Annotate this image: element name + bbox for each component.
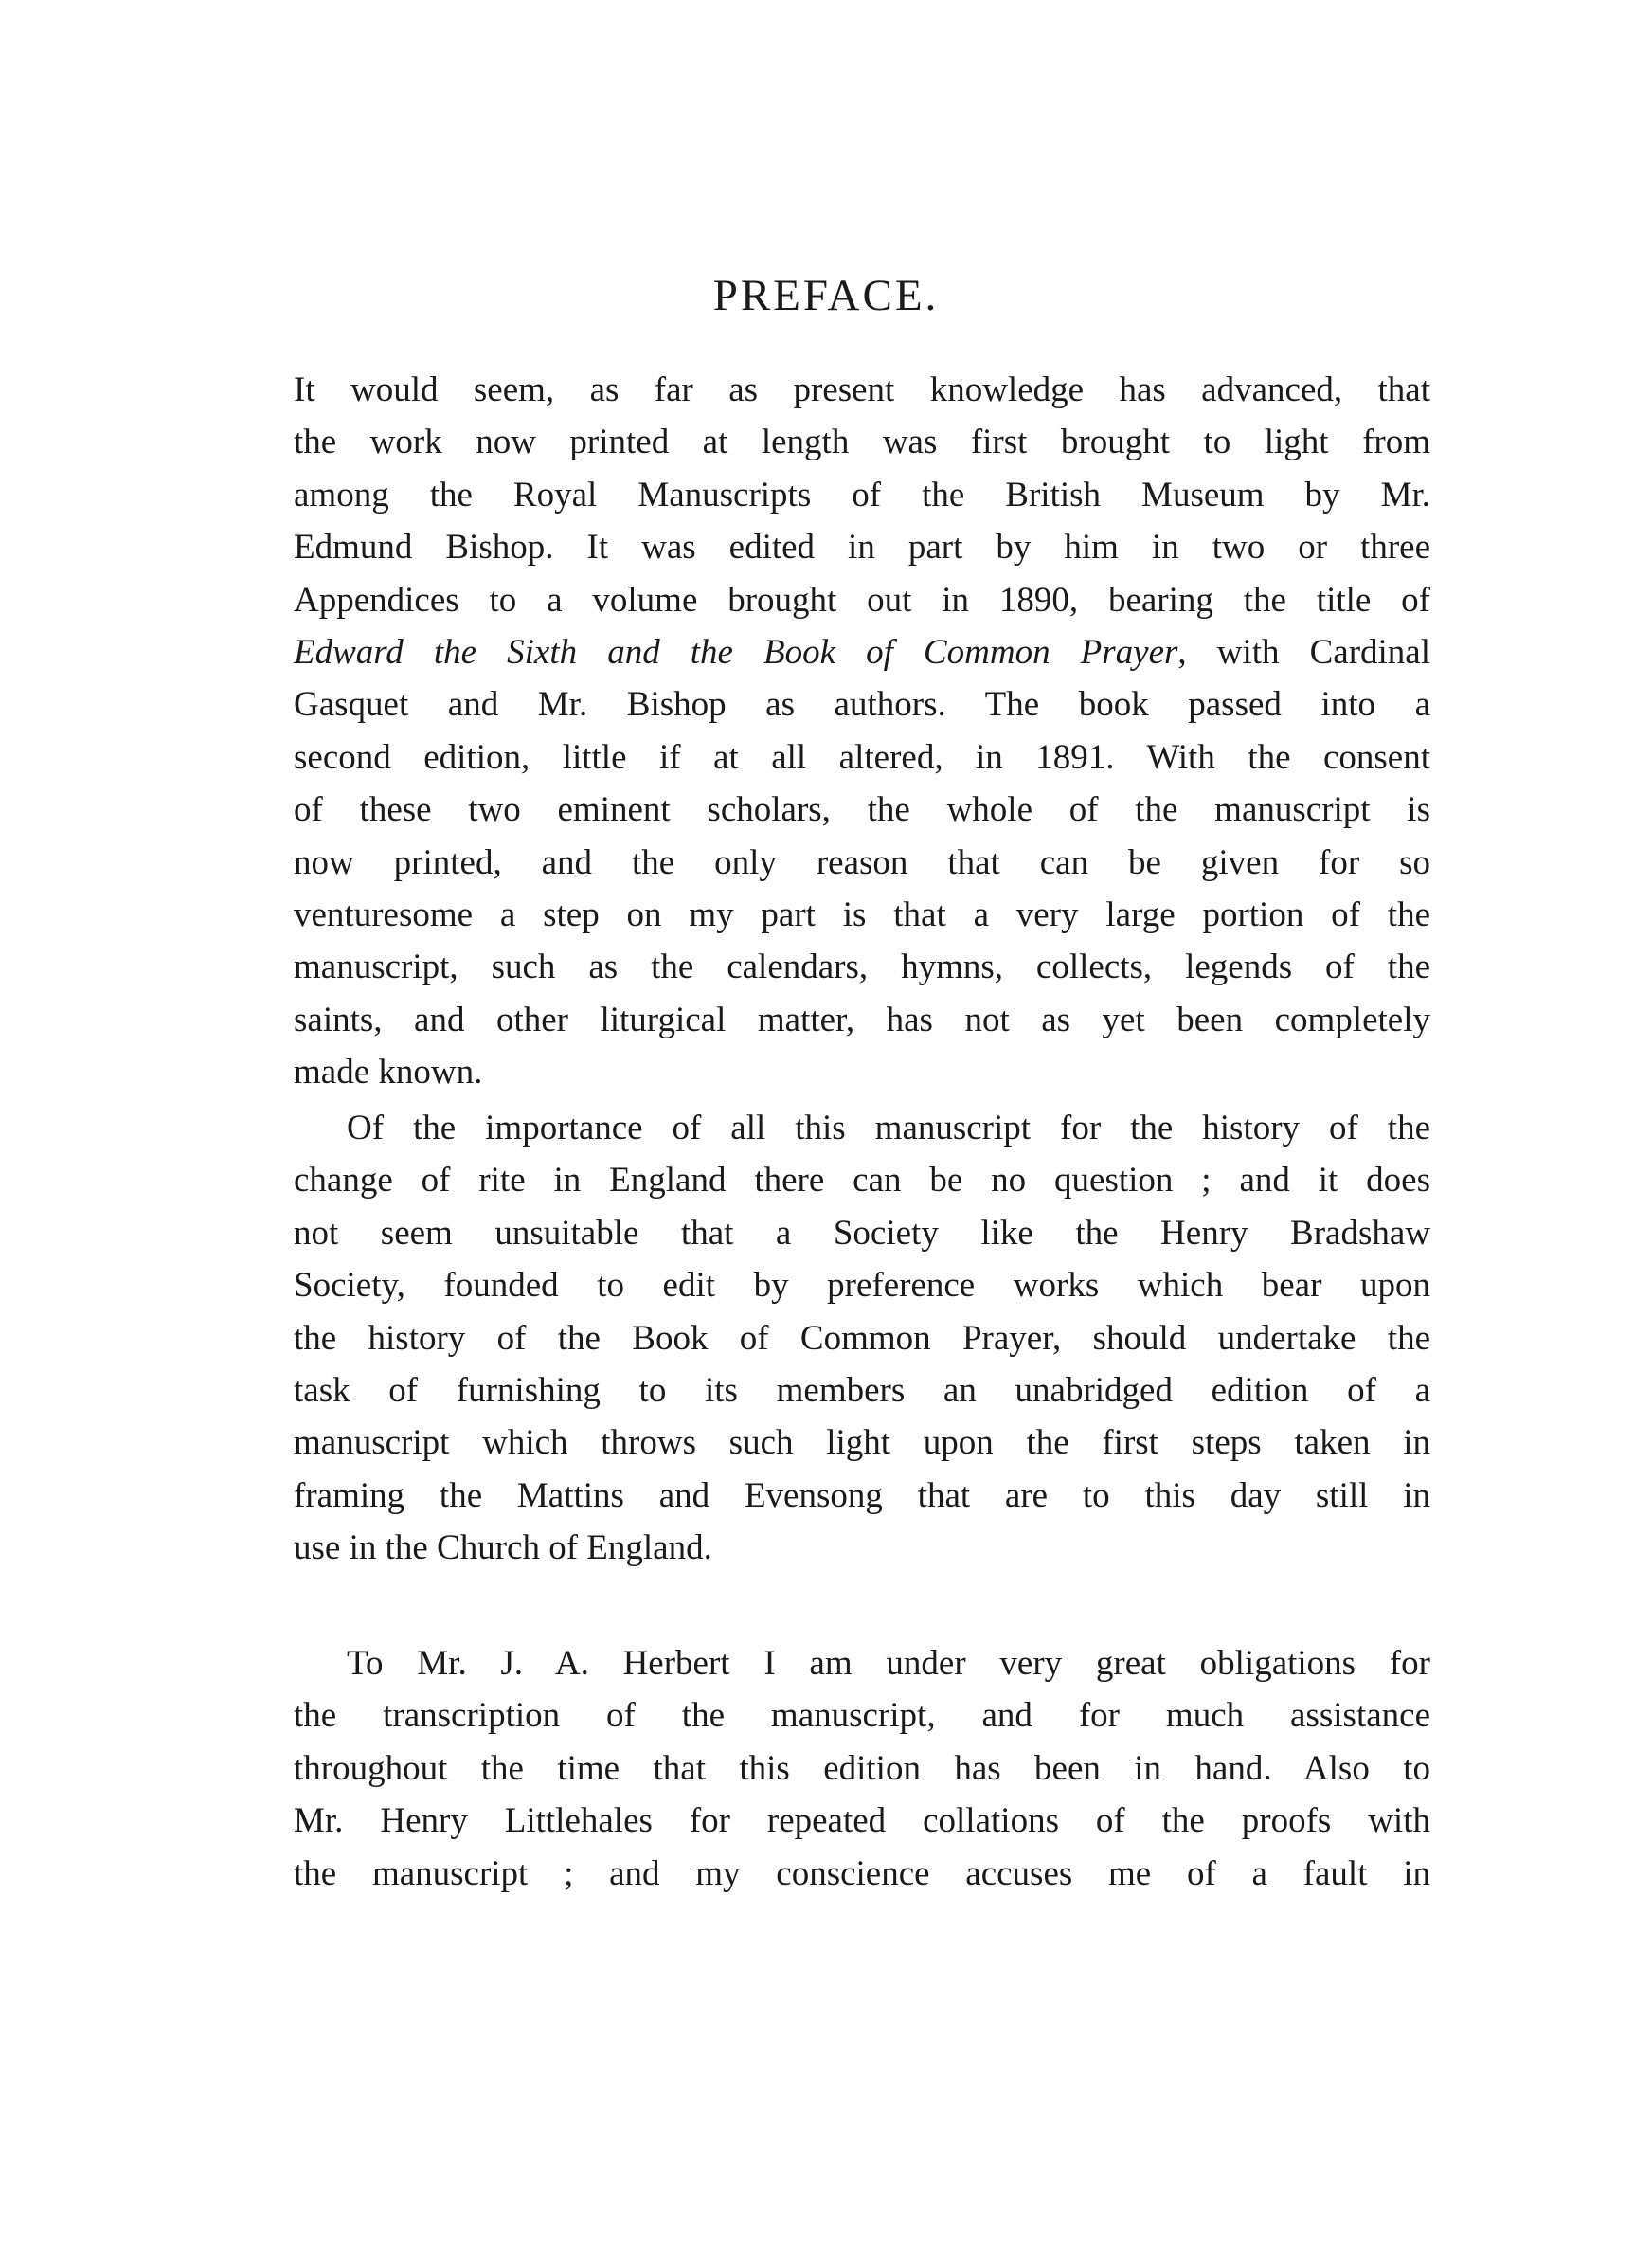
page-title: PREFACE. [712, 271, 940, 320]
text-fragment: , with Cardinal [1177, 632, 1430, 672]
preface-paragraph-2 [294, 1102, 1430, 1575]
text-line: second edition, little if at all altered, in 1891. With the consent [294, 737, 1430, 777]
text-line: Gasquet and Mr. Bishop as authors. The book passed into a [294, 685, 1430, 725]
preface-paragraph-3 [294, 1637, 1430, 1900]
text-line-book-title [294, 626, 1430, 678]
text-line: Edmund Bishop. It was edited in part by him in two or three [294, 528, 1430, 568]
text-line: now printed, and the only reason that can be given for so [294, 842, 1430, 882]
text-line: saints, and other liturgical matter, has not as yet been completely [294, 1000, 1430, 1039]
text-line: It would seem, as far as present knowledge has advanced, that [294, 370, 1430, 409]
text-line: not seem unsuitable that a Society like the Henry Bradshaw [294, 1213, 1430, 1253]
book-title-italic: Edward the Sixth and the Book of Common Prayer [294, 632, 1178, 672]
text-line: venturesome a step on my part is that a very large portion of the [294, 894, 1430, 934]
text-line: Mr. Henry Littlehales for repeated collations of the proofs with [294, 1801, 1430, 1841]
text-line: made known. [294, 1053, 483, 1092]
text-line: throughout the time that this edition has been in hand. Also to [294, 1748, 1430, 1788]
text-line: among the Royal Manuscripts of the British Museum by Mr. [294, 475, 1430, 515]
text-line: of these two eminent scholars, the whole of the manuscript is [294, 790, 1430, 830]
text-line: Of the importance of all this manuscript for the history of the [347, 1109, 1430, 1147]
text-line: manuscript, such as the calendars, hymns, collects, legends of the [294, 948, 1430, 987]
text-line: change of rite in England there can be no question ; and it does [294, 1161, 1430, 1201]
text-line: manuscript which throws such light upon the first steps taken in [294, 1423, 1430, 1463]
text-line: the work now printed at length was first brought to light from [294, 423, 1430, 462]
text-line: Society, founded to edit by preference works which bear upon [294, 1266, 1430, 1306]
preface-paragraph-1 [294, 364, 1430, 1098]
text-line: task of furnishing to its members an unabridged edition of a [294, 1370, 1430, 1410]
text-line: the history of the Book of Common Prayer, should undertake the [294, 1318, 1430, 1358]
text-line: the manuscript ; and my conscience accuses me of a fault in [294, 1853, 1430, 1893]
text-line: use in the Church of England. [294, 1528, 712, 1568]
text-line: framing the Mattins and Evensong that are to this day still in [294, 1475, 1430, 1515]
text-line: To Mr. J. A. Herbert I am under very great obligations for [347, 1644, 1430, 1683]
text-line: Appendices to a volume brought out in 1890, bearing the title of [294, 580, 1430, 620]
text-line: the transcription of the manuscript, and for much assistance [294, 1696, 1430, 1736]
